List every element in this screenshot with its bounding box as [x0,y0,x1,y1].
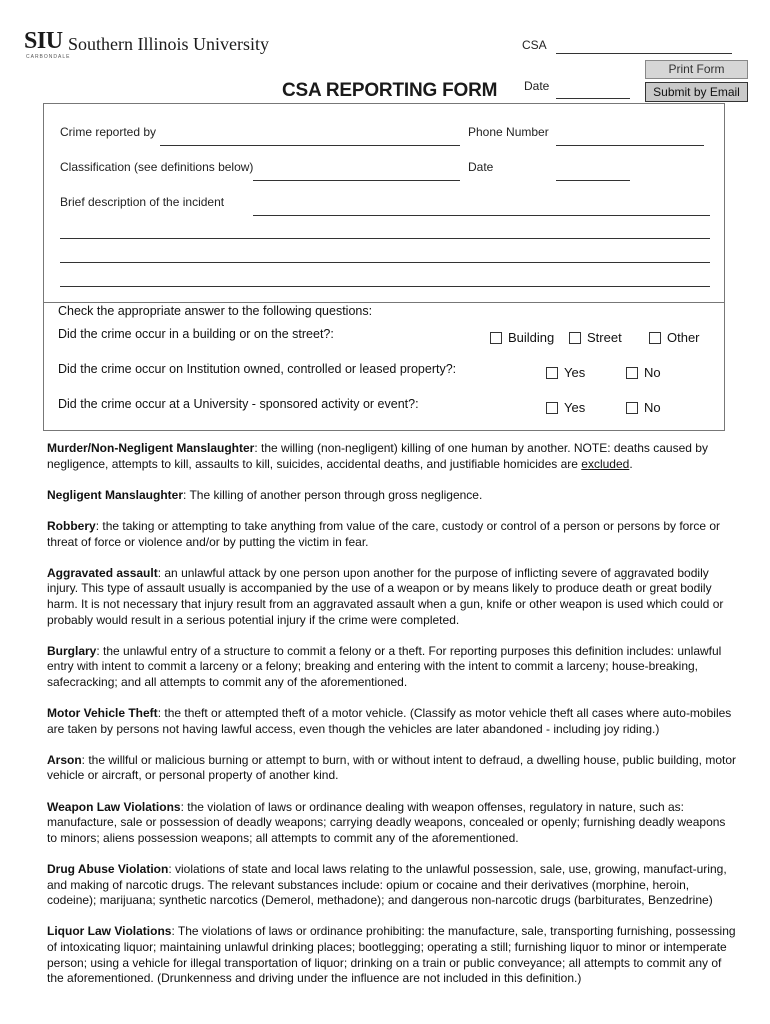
crime-reported-by-label: Crime reported by [60,125,157,139]
definition-text: : the unlawful entry of a structure to commit a felony or a theft. For reporting purposes this definition includes: unlawful entry with intent to commit a larceny or a felony; breaking and entering with the intent to commit a larceny; house-breaking, safecracking; and all attempts to commit any of the aforementioned. [47,643,722,689]
logo-campus: CARBONDALE [26,54,71,60]
classification-label: Classification (see definitions below) [60,160,254,174]
checkbox-no-label: No [644,400,661,415]
definition-text: : the theft or attempted theft of a motor vehicle. (Classify as motor vehicle theft all cases where auto-mobiles are taken by persons not having lawful access, even though the vehicles are later abandoned - including joy riding.) [47,706,732,736]
definition-aggravated-assault [47,566,737,628]
definition-term: Drug Abuse Violation [47,862,169,877]
checkbox-street[interactable] [569,330,622,345]
definition-text: : the willing (non-negligent) killing of one human by another. NOTE: deaths caused by negligence, attempts to kill, assaults to kill, suicides, accidental deaths, and justifiable homicides are [47,441,708,471]
definition-murder [47,441,737,472]
definition-term: Weapon Law Violations [47,799,181,814]
brief-description-label: Brief description of the incident [60,195,225,209]
print-form-button[interactable]: Print Form [645,60,748,79]
checkbox-event-yes[interactable] [546,400,585,415]
definition-text: : the taking or attempting to take anything from value of the care, custody or control of a person or persons by force or threat of force or violence and/or by putting the victim in fear. [47,518,721,549]
definition-text: : the violation of laws or ordinance dealing with weapon offenses, regulatory in nature, such as: manufacture, sale or possession of deadly weapons; carrying deadly weapons, concealed or openly; furnishing deadly weapons to minors; aliens possession weapons; all attempts to commit any of the aforementioned. [47,799,726,845]
classification-field[interactable] [253,180,460,181]
definition-arson [47,753,737,784]
checkbox-property-no[interactable] [626,365,661,380]
question-location: Did the crime occur in a building or on the street?: [58,327,334,341]
definition-tail: . [629,456,633,471]
description-line-4[interactable] [60,286,710,287]
checkbox-icon[interactable] [546,402,558,414]
definition-text: : the willful or malicious burning or attempt to burn, with or without intent to defraud, a dwelling house, public building, motor vehicle or aircraft, or personal property of another kind. [47,752,737,783]
definition-term: Arson [47,752,82,767]
definition-text: : an unlawful attack by one person upon another for the purpose of inflicting severe of aggravated bodily injury. This type of assault usually is accompanied by the use of a weapon or by means likely to produce death or great bodily harm. It is not necessary that injury result from an aggravated assault when a gun, knife or other weapon is used which could or probably would result in a serious potential injury if the crime were completed. [47,565,724,627]
description-line-2[interactable] [60,238,710,239]
checkbox-yes-label: Yes [564,365,586,380]
logo-abbr: SIU [24,28,63,54]
checkbox-building[interactable] [490,330,554,345]
questions-intro: Check the appropriate answer to the following questions: [58,304,373,318]
checkbox-icon[interactable] [649,332,661,344]
checkbox-icon[interactable] [490,332,502,344]
description-line-1[interactable] [253,215,710,216]
definition-robbery [47,519,737,550]
date-field[interactable] [556,180,630,181]
checkbox-street-label: Street [587,330,622,345]
question-institution-property: Did the crime occur on Institution owned, controlled or leased property?: [58,362,457,376]
logo-university-name: Southern Illinois University [68,34,269,54]
checkbox-event-no[interactable] [626,400,661,415]
definition-text: : The violations of laws or ordinance prohibiting: the manufacture, sale, transporting furnishing, possessing of intoxicating liquor; maintaining unlawful drinking places; bootlegging; operating a still; furnishing liquor to minor or intemperate person; using a vehicle for illegal transportation of liquor; drinking on a train or public conveyance; all attempts to commit any of the aforementioned. (Drunkenness and driving under the influence are not included in this definition.) [47,924,736,986]
header-date-field[interactable] [556,98,630,99]
checkbox-other[interactable] [649,330,700,345]
definition-term: Aggravated assault [47,565,158,580]
checkbox-icon[interactable] [569,332,581,344]
definition-term: Burglary [47,643,97,658]
definition-drug-abuse [47,862,737,909]
phone-number-field[interactable] [556,145,704,146]
definition-burglary [47,644,737,691]
definition-term: Negligent Manslaughter [47,487,184,502]
checkbox-yes-label: Yes [564,400,586,415]
submit-by-email-button[interactable]: Submit by Email [645,82,748,102]
date-label: Date [468,160,494,174]
crime-reported-by-field[interactable] [160,145,460,146]
checkbox-icon[interactable] [626,367,638,379]
checkbox-property-yes[interactable] [546,365,585,380]
header-date-label: Date [524,79,550,93]
definition-motor-vehicle-theft [47,706,737,737]
checkbox-no-label: No [644,365,661,380]
definition-term: Motor Vehicle Theft [47,706,158,721]
description-line-3[interactable] [60,262,710,263]
definition-liquor-law [47,924,737,986]
definitions-list [47,441,737,1002]
definition-weapon-law [47,800,737,847]
checkbox-icon[interactable] [626,402,638,414]
definition-negligent-manslaughter [47,488,737,504]
checkbox-other-label: Other [667,330,700,345]
definition-underlined: excluded [581,456,630,471]
definition-text: : The killing of another person through gross negligence. [183,487,483,502]
checkbox-building-label: Building [508,330,555,345]
definition-term: Murder/Non-Negligent Manslaughter [47,441,255,455]
csa-field[interactable] [556,53,732,54]
definition-term: Liquor Law Violations [47,924,172,939]
page-title: CSA REPORTING FORM [282,80,498,101]
question-sponsored-event: Did the crime occur at a University - sponsored activity or event?: [58,397,419,411]
phone-number-label: Phone Number [468,125,549,139]
definition-text: : violations of state and local laws relating to the unlawful possession, sale, use, growing, manufact-uring, and making of narcotic drugs. The relevant substances include: opium or cocaine and their derivatives (morphine, heroin, codeine); marijuana; synthetic narcotics (Demerol, methadone); and dangerous non-narcotic drugs (barbiturates, Benzedrine) [47,862,727,908]
definition-term: Robbery [47,518,96,533]
checkbox-icon[interactable] [546,367,558,379]
csa-label: CSA [522,38,547,52]
